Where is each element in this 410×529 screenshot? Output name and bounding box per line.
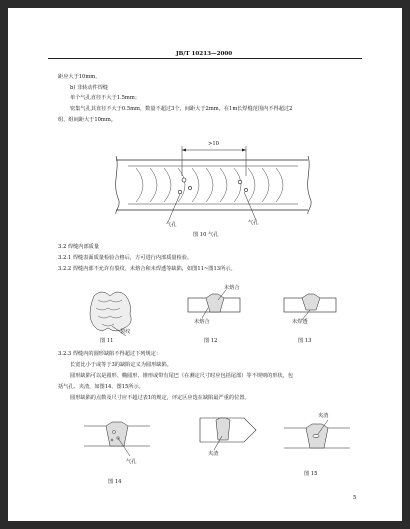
figure-12-label-bottom: 未熔合 xyxy=(194,319,210,325)
header-rule xyxy=(48,58,362,59)
figures-14-15-round-defects xyxy=(8,406,402,476)
figure-12-caption: 图 12 xyxy=(204,338,218,344)
figure-14-caption: 图 14 xyxy=(108,479,122,485)
page-number: 5 xyxy=(353,495,357,501)
figure-14-pore-drawing xyxy=(84,422,150,456)
figure-12-label-top: 未熔合 xyxy=(224,285,240,291)
paragraph-2-cont: 括气孔、夹渣，如图14、图15所示。 xyxy=(58,384,144,390)
figure-10-weld-seam xyxy=(8,128,402,248)
paragraph-1: 长宽比小于或等于3的缺陷定义为圆形缺陷。 xyxy=(70,362,172,368)
section-3-2-title: 3.2 焊缝内部质量 xyxy=(58,244,100,250)
paragraph-3: 圆形缺陷的点数及尺寸应不超过表1的规定，评定区应选在缺陷最严重的位置。 xyxy=(70,395,250,401)
figure-15-slag-drawing xyxy=(284,420,350,448)
figure-11-caption: 图 11 xyxy=(100,338,114,344)
figure-15-caption: 图 15 xyxy=(304,471,318,477)
item-b-single-pore: 单个气孔直径不大于1.5mm； xyxy=(70,95,140,101)
figure-14-label: 气孔 xyxy=(126,459,137,465)
item-b-dense-pore-cont: 组，组间距大于10mm。 xyxy=(58,117,116,123)
body-line-1: 距应大于10mm。 xyxy=(58,74,101,80)
figure-12-lack-of-fusion-drawing xyxy=(188,290,240,318)
section-3-2-3: 3.2.3 焊缝内的圆形缺陷不得超过下列规定： xyxy=(58,351,162,357)
figure-13-incomplete-penetration-drawing xyxy=(284,294,336,320)
figure-15-label: 夹渣 xyxy=(318,413,329,419)
figure-11-label: 裂纹 xyxy=(120,329,131,335)
figure-10-caption: 图 10 气孔 xyxy=(193,232,219,238)
section-3-2-2: 3.2.2 焊缝内部不允许有裂纹、未熔合和未焊透等缺陷，如图11~图13所示。 xyxy=(58,266,236,272)
item-b-dense-pore: 密集气孔其直径不大于0.5mm，数量不超过3个，间距大于2mm，在1m长焊缝范围内不得超过2 xyxy=(70,106,293,112)
paragraph-2: 圆形缺陷可以是圆形、椭圆形、锥形或带有尾巴（在测定尺寸时应包括尾部）等不规则的形状，包 xyxy=(70,373,294,379)
figure-mid-slag-drawing xyxy=(200,418,256,450)
figure-10-label-right: 气孔 xyxy=(248,220,259,226)
header-standard-number: JB/T 10213—2000 xyxy=(176,51,233,57)
figure-13-label: 未焊透 xyxy=(292,319,308,325)
section-3-2-1: 3.2.1 焊缝表面质量检验合格后，方可进行内部质量检验。 xyxy=(58,255,193,261)
figure-10-dimension: >10 xyxy=(208,141,219,147)
item-b-heading: b) 非转动件焊缝 xyxy=(70,85,109,91)
figure-mid-label: 夹渣 xyxy=(208,451,219,457)
document-page xyxy=(8,8,402,521)
figure-13-caption: 图 13 xyxy=(298,338,312,344)
figure-10-label-left: 气孔 xyxy=(166,222,177,228)
